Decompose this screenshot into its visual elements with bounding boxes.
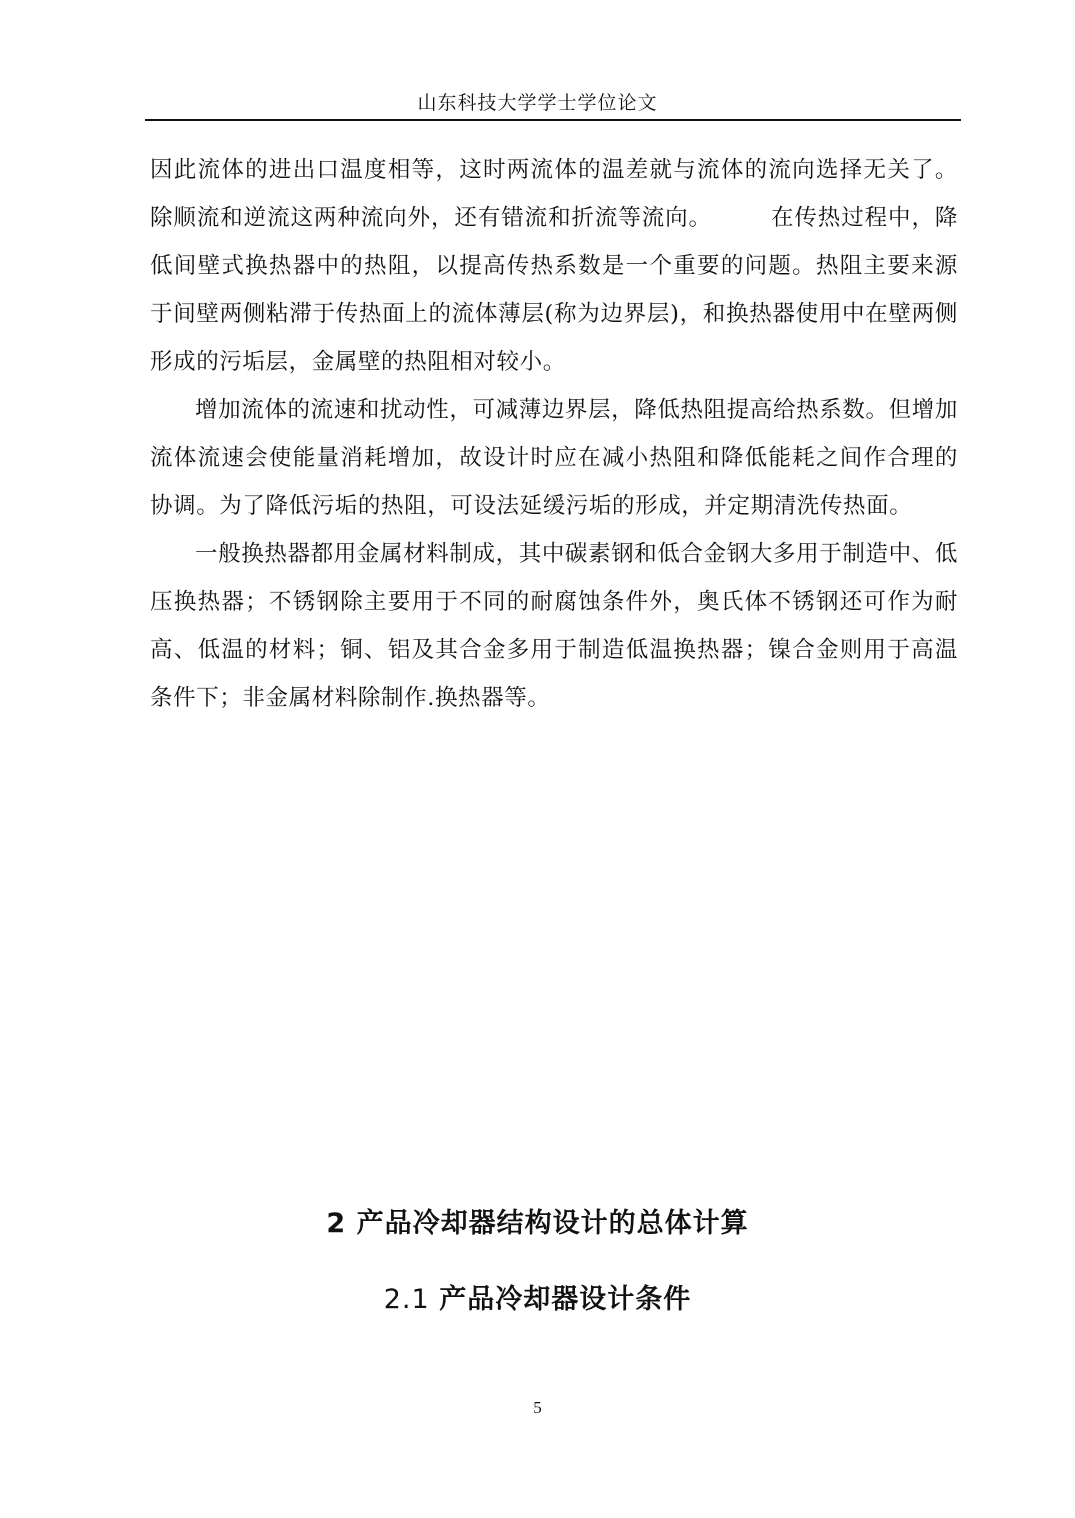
paragraph-line: 增加流体的流速和扰动性，可减薄边界层，降低热阻提高给热系数。 — [195, 397, 889, 423]
section-number: 2.1 — [383, 1284, 430, 1315]
paragraph-line: 因此流体的进出口温度相等，这时两流体的温差就与流体的流向选择无关 — [150, 157, 912, 183]
paragraph-line: 程中，降低间壁式换热器中的热阻，以提高传热系数是一个重要的问题。 — [150, 205, 958, 279]
body-text — [150, 146, 958, 722]
section-title: 产品冷却器设计条件 — [439, 1284, 692, 1315]
section-heading — [0, 1276, 1075, 1324]
header-divider — [145, 119, 961, 121]
running-header: 山东科技大学学士学位论文 — [417, 92, 658, 114]
chapter-heading: 2 产品冷却器结构设计的总体计算 — [326, 1208, 749, 1239]
paragraph-line: 一般换热器都用金属材料制成，其中碳素钢和低合金钢大多用于制造 — [195, 541, 889, 567]
paragraph-3 — [150, 530, 958, 722]
paragraph-line: 清洗传热面。 — [773, 493, 913, 519]
paragraph-line: 还可作为耐高、低温的材料；铜、铝及其合金多用于制造低温换热器；镍 — [150, 589, 958, 663]
paragraph-line: 了。除顺流和逆流这两种流向外，还有错流和折流等流向。 在传热过 — [150, 157, 959, 231]
paragraph-line: 间作合理的协调。为了降低污垢的热阻，可设法延缓污垢的形成，并定期 — [150, 445, 958, 519]
page-number: 5 — [533, 1398, 542, 1417]
paragraph-line: 热阻主要来源于间壁两侧粘滞于传热面上的流体薄层(称为边界层)，和换热 — [150, 253, 958, 327]
paragraph-line: 器使用中在壁两侧形成的污垢层，金属壁的热阻相对较小。 — [150, 301, 958, 375]
paragraph-line: 但增加流体流速会使能量消耗增加，故设计时应在减小热阻和降低能耗之 — [150, 397, 958, 471]
paragraph-1 — [150, 146, 958, 386]
paragraph-2 — [150, 386, 958, 530]
paragraph-line: 合金则用于高温条件下；非金属材料除制作.换热器等。 — [150, 637, 958, 711]
paragraph-line: 中、低压换热器；不锈钢除主要用于不同的耐腐蚀条件外，奥氏体不锈钢 — [150, 541, 958, 615]
